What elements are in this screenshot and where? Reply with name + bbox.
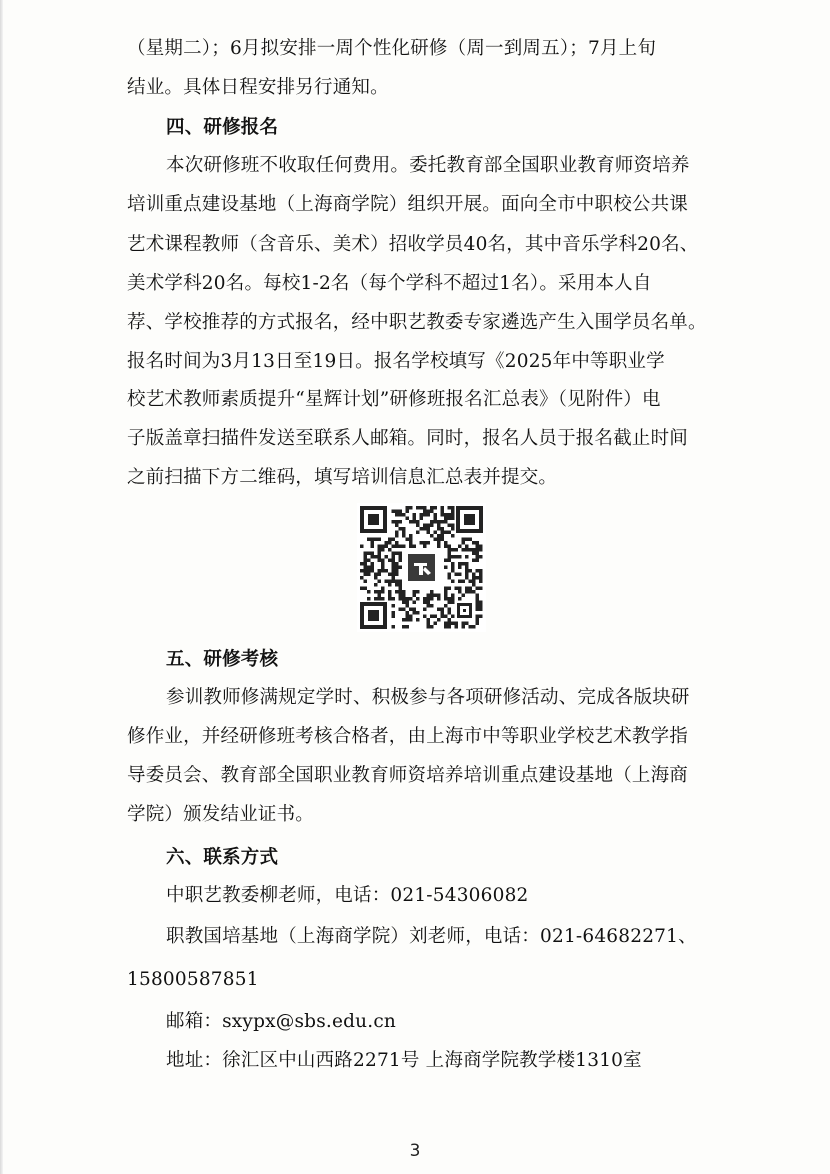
section-4-line: 艺术课程教师（含音乐、美术）招收学员40名，其中音乐学科20名、	[127, 234, 699, 255]
qr-finder-bottom-left	[360, 602, 387, 629]
section-4-line: 荐、学校推荐的方式报名，经中职艺教委专家遴选产生入围学员名单。	[127, 312, 707, 333]
section-4-line: 培训重点建设基地（上海商学院）组织开展。面向全市中职校公共课	[127, 194, 689, 215]
scan-edge	[0, 0, 3, 1174]
section-5-line: 参训教师修满规定学时、积极参与各项研修活动、完成各版块研	[166, 687, 690, 708]
registration-qr-code[interactable]	[357, 503, 486, 632]
contact-liu-yijiaowei: 中职艺教委柳老师，电话：021-54306082	[166, 885, 529, 906]
contact-liu-guopei-line-2: 15800587851	[127, 969, 259, 990]
qr-alignment-pattern	[457, 603, 472, 618]
continuation-line-2: 结业。具体日程安排另行通知。	[127, 77, 389, 98]
section-4-line: 报名时间为3月13日至19日。报名学校填写《2025年中等职业学	[127, 351, 665, 372]
section-5-line: 导委员会、教育部全国职业教育师资培养培训重点建设基地（上海商	[127, 765, 689, 786]
page-number: 3	[409, 1141, 421, 1161]
continuation-line-1: （星期二）；6月拟安排一周个性化研修（周一到周五）；7月上旬	[127, 38, 657, 59]
qr-finder-top-left	[360, 506, 387, 533]
section-4-heading: 四、研修报名	[166, 117, 279, 138]
contact-address: 地址：徐汇区中山西路2271号 上海商学院教学楼1310室	[166, 1050, 642, 1071]
section-4-line: 本次研修班不收取任何费用。委托教育部全国职业教育师资培养	[166, 155, 690, 176]
section-5-heading: 五、研修考核	[166, 649, 279, 670]
section-6-heading: 六、联系方式	[166, 847, 279, 868]
qr-finder-top-right	[456, 506, 483, 533]
qr-code-graphic	[357, 503, 486, 632]
section-4-line: 之前扫描下方二维码，填写培训信息汇总表并提交。	[127, 467, 558, 488]
contact-liu-guopei-line-1: 职教国培基地（上海商学院）刘老师，电话：021-64682271、	[166, 926, 697, 947]
section-4-line: 美术学科20名。每校1-2名（每个学科不超过1名）。采用本人自	[127, 273, 652, 294]
section-4-line: 校艺术教师素质提升“星辉计划”研修班报名汇总表》（见附件）电	[127, 389, 661, 410]
section-5-line: 学院）颁发结业证书。	[127, 804, 315, 825]
section-4-line: 子版盖章扫描件发送至联系人邮箱。同时，报名人员于报名截止时间	[127, 428, 689, 449]
qr-center-logo	[405, 551, 438, 584]
contact-email: 邮箱：sxypx@sbs.edu.cn	[166, 1011, 397, 1032]
section-5-line: 修作业，并经研修班考核合格者，由上海市中等职业学校艺术教学指	[127, 726, 689, 747]
